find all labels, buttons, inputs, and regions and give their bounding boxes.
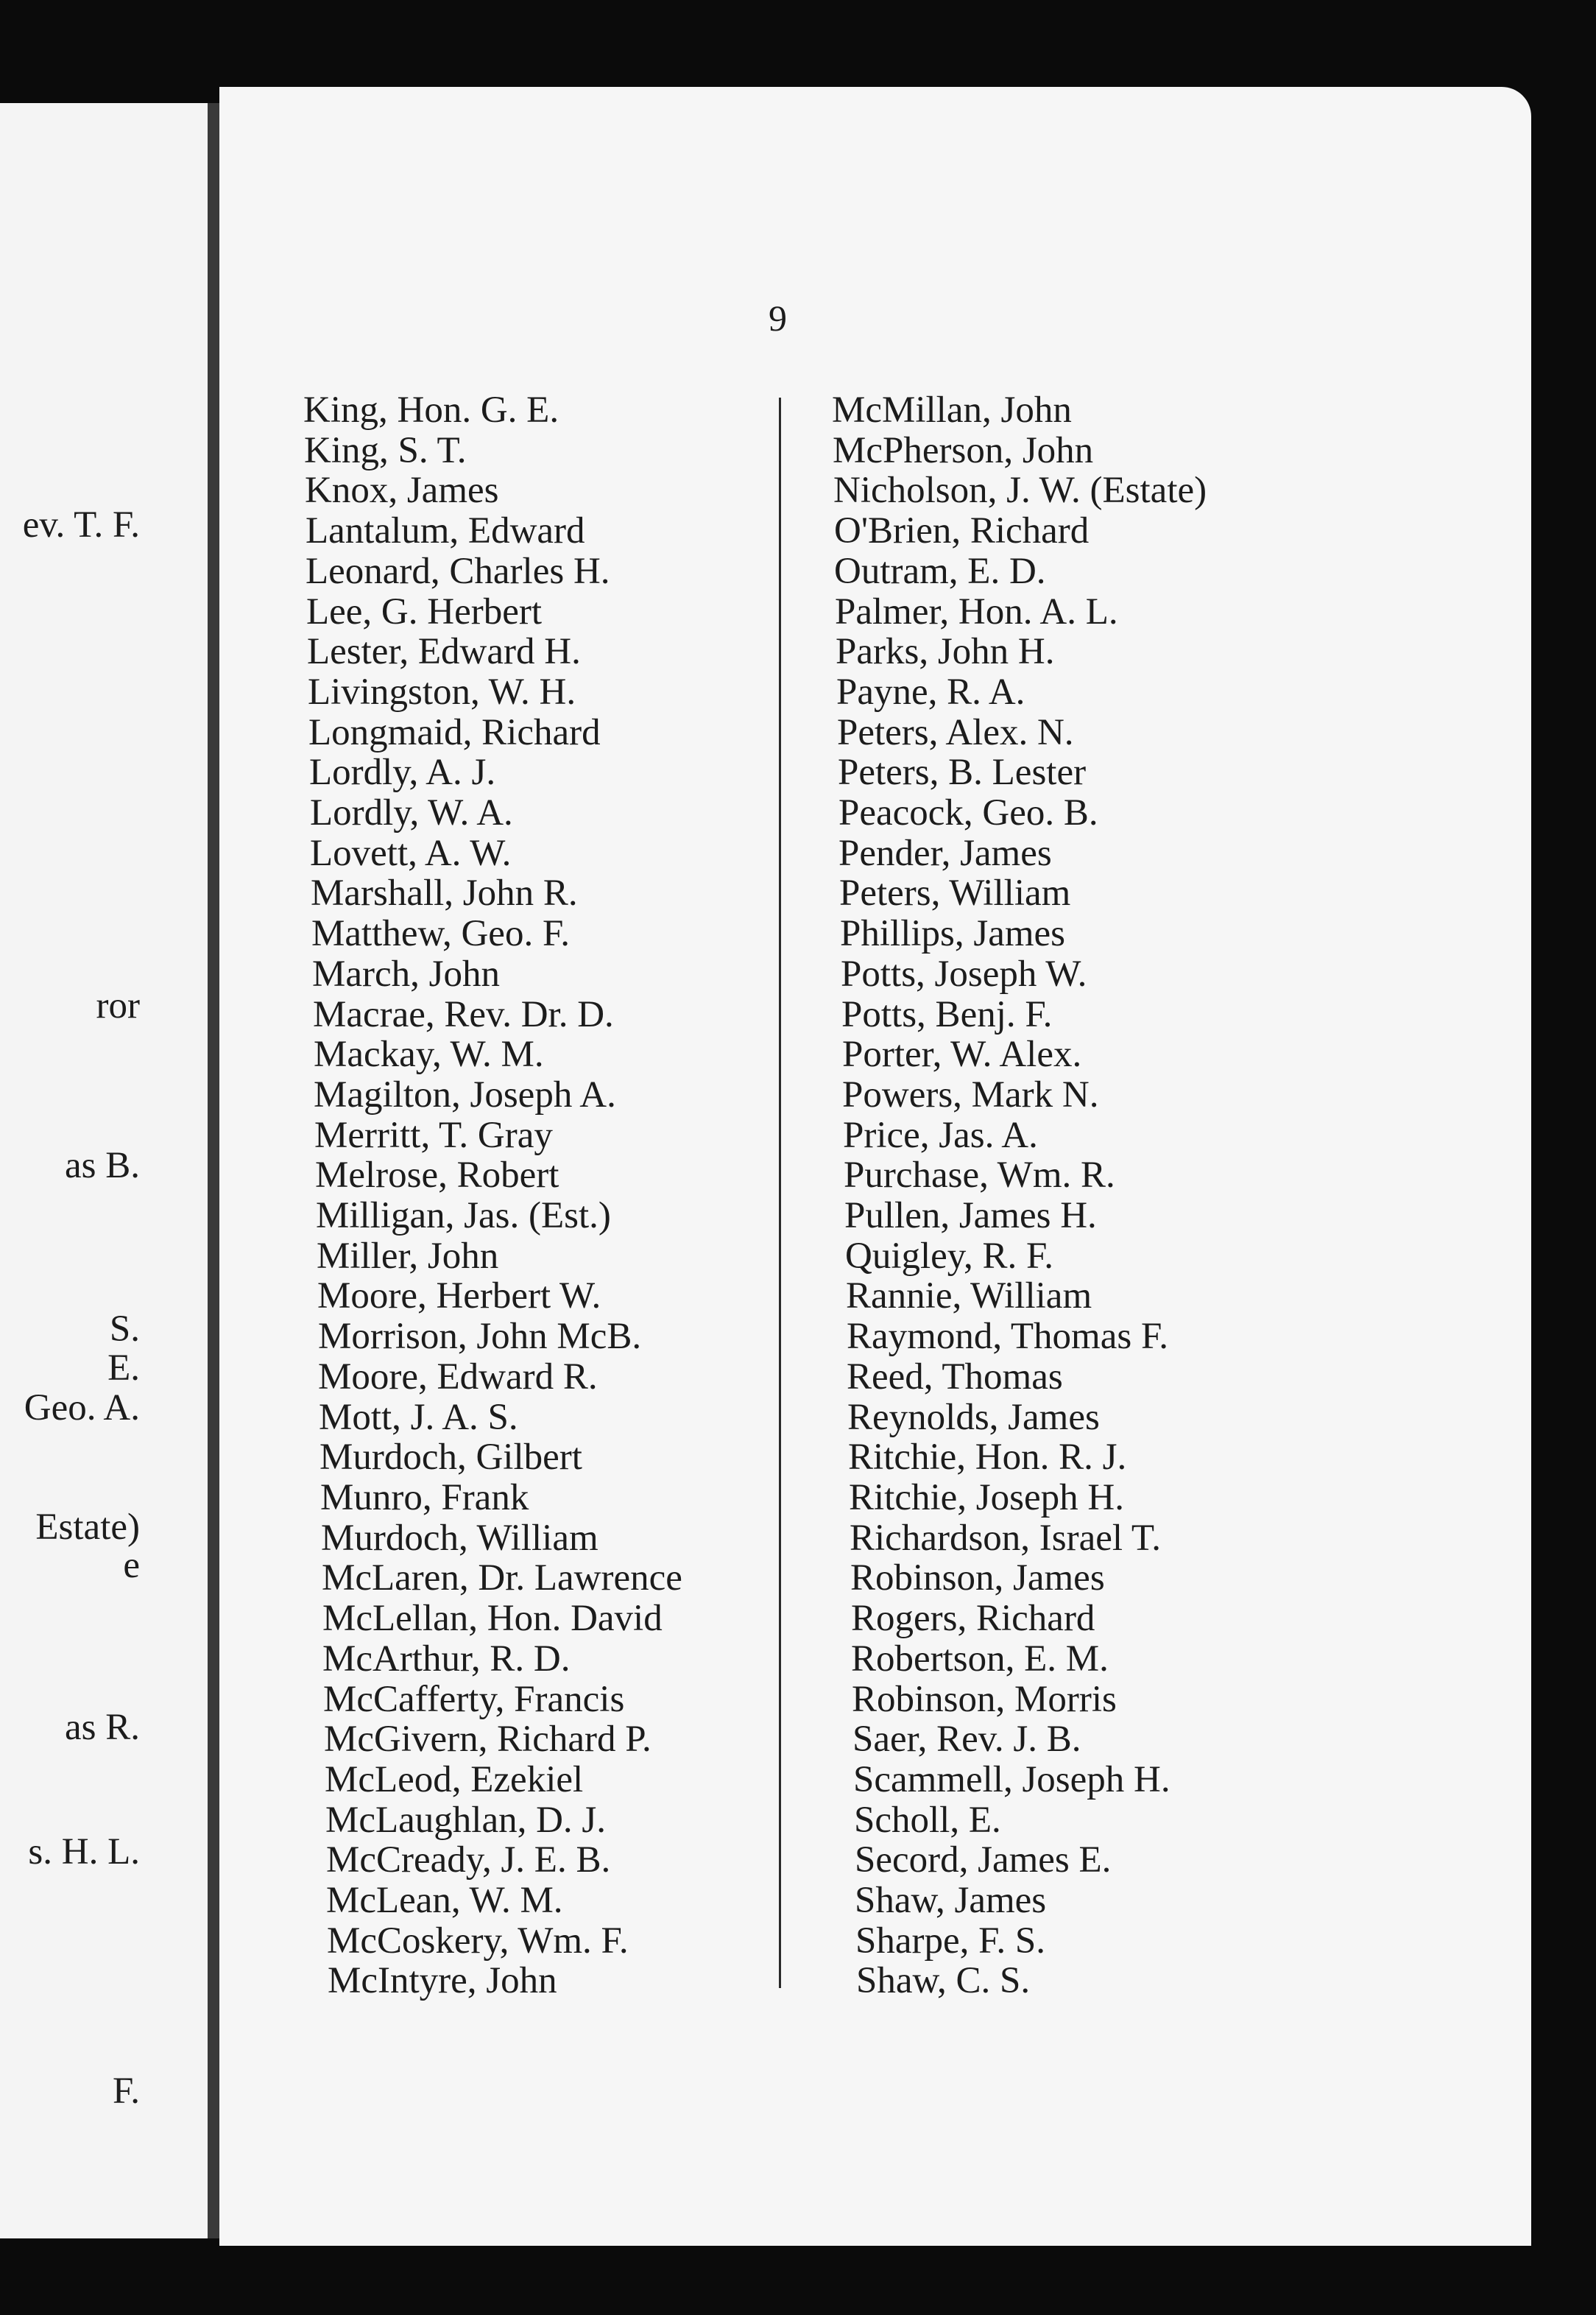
list-item: McLellan, Hon. David: [322, 1598, 663, 1640]
list-item: McArthur, R. D.: [322, 1638, 571, 1680]
list-item: Shaw, C. S.: [856, 1960, 1031, 2002]
list-item: Outram, E. D.: [834, 550, 1046, 592]
list-item: Reed, Thomas: [847, 1356, 1063, 1398]
list-item: Phillips, James: [840, 913, 1066, 955]
list-item: Mackay, W. M.: [314, 1034, 544, 1076]
fragment-line: E.: [107, 1347, 140, 1389]
list-item: Lantalum, Edward: [306, 510, 585, 552]
list-item: Nicholson, J. W. (Estate): [833, 470, 1207, 512]
list-item: March, John: [312, 953, 500, 995]
list-item: Longmaid, Richard: [308, 711, 601, 753]
list-item: Mott, J. A. S.: [319, 1396, 518, 1438]
list-item: McMillan, John: [832, 390, 1072, 431]
list-item: Murdoch, Gilbert: [319, 1437, 582, 1479]
list-item: Sharpe, F. S.: [855, 1920, 1046, 1962]
fragment-line: e: [123, 1545, 140, 1586]
fragment-line: F.: [112, 2071, 140, 2112]
fragment-line: Estate): [35, 1507, 140, 1548]
list-item: Raymond, Thomas F.: [847, 1316, 1168, 1358]
list-item: Robinson, James: [850, 1557, 1105, 1599]
list-item: Pender, James: [838, 832, 1052, 874]
list-item: McCready, J. E. B.: [326, 1839, 611, 1881]
list-item: Payne, R. A.: [836, 671, 1025, 713]
fragment-line: as R.: [65, 1707, 140, 1748]
list-item: Moore, Edward R.: [318, 1356, 598, 1398]
list-item: Melrose, Robert: [315, 1155, 559, 1197]
list-item: Potts, Joseph W.: [841, 953, 1087, 995]
list-item: Lordly, A. J.: [309, 752, 496, 794]
previous-page: [0, 103, 208, 2238]
list-item: Richardson, Israel T.: [850, 1517, 1161, 1559]
list-item: McGivern, Richard P.: [324, 1719, 652, 1761]
list-item: Secord, James E.: [855, 1839, 1112, 1881]
list-item: Reynolds, James: [847, 1396, 1100, 1438]
list-item: Livingston, W. H.: [308, 671, 576, 713]
list-item: King, S. T.: [304, 429, 467, 471]
list-item: Murdoch, William: [321, 1517, 598, 1559]
list-item: Rogers, Richard: [851, 1598, 1095, 1640]
fragment-line: s. H. L.: [28, 1831, 140, 1872]
list-item: Munro, Frank: [320, 1476, 529, 1518]
fragment-line: ror: [96, 985, 140, 1026]
book-gutter: [208, 103, 219, 2238]
list-item: Parks, John H.: [836, 631, 1055, 673]
list-item: Rannie, William: [846, 1275, 1092, 1317]
list-item: McPherson, John: [833, 429, 1094, 471]
list-item: Milligan, Jas. (Est.): [316, 1195, 611, 1237]
fragment-line: Geo. A.: [24, 1387, 140, 1428]
list-item: Lovett, A. W.: [310, 832, 512, 874]
name-list-left: [303, 390, 682, 2001]
previous-page-fragments: [0, 103, 208, 2238]
list-item: Magilton, Joseph A.: [314, 1074, 616, 1116]
fragment-line: S.: [109, 1308, 140, 1350]
list-item: Ritchie, Hon. R. J.: [848, 1437, 1127, 1479]
list-item: McCafferty, Francis: [323, 1678, 625, 1720]
list-item: Robinson, Morris: [852, 1678, 1117, 1720]
fragment-line: ev. T. F.: [22, 504, 140, 546]
list-item: Pullen, James H.: [844, 1195, 1097, 1237]
list-item: Ritchie, Joseph H.: [849, 1476, 1124, 1518]
list-item: McCoskery, Wm. F.: [327, 1920, 629, 1962]
list-item: McLaren, Dr. Lawrence: [322, 1557, 682, 1599]
list-item: Palmer, Hon. A. L.: [835, 591, 1118, 633]
list-item: Moore, Herbert W.: [317, 1275, 601, 1317]
list-item: Robertson, E. M.: [851, 1638, 1109, 1680]
page-number: 9: [769, 297, 787, 339]
list-item: Scholl, E.: [854, 1799, 1001, 1841]
list-item: McLeod, Ezekiel: [325, 1758, 584, 1800]
list-item: Morrison, John McB.: [318, 1316, 642, 1358]
name-list-right: [832, 390, 1207, 2001]
column-divider: [779, 398, 781, 1988]
fragment-line: as B.: [65, 1145, 140, 1186]
list-item: Macrae, Rev. Dr. D.: [313, 993, 614, 1035]
list-item: O'Brien, Richard: [834, 510, 1090, 552]
list-item: Matthew, Geo. F.: [311, 913, 570, 955]
list-item: Powers, Mark N.: [842, 1074, 1099, 1116]
list-item: Marshall, John R.: [311, 873, 578, 915]
list-item: Scammell, Joseph H.: [853, 1758, 1170, 1800]
list-item: Merritt, T. Gray: [314, 1114, 553, 1156]
list-item: McLean, W. M.: [326, 1880, 563, 1922]
list-item: Price, Jas. A.: [843, 1114, 1038, 1156]
list-item: Shaw, James: [855, 1880, 1047, 1922]
list-item: McIntyre, John: [328, 1960, 557, 2002]
list-item: McLaughlan, D. J.: [325, 1799, 607, 1841]
list-item: Miller, John: [317, 1235, 499, 1277]
list-item: King, Hon. G. E.: [303, 390, 559, 431]
list-item: Porter, W. Alex.: [842, 1034, 1082, 1076]
list-item: Lester, Edward H.: [307, 631, 581, 673]
list-item: Peters, B. Lester: [838, 752, 1087, 794]
list-item: Knox, James: [305, 470, 499, 512]
list-item: Saer, Rev. J. B.: [852, 1719, 1081, 1761]
list-item: Peacock, Geo. B.: [838, 792, 1098, 834]
list-item: Lee, G. Herbert: [306, 591, 542, 633]
list-item: Leonard, Charles H.: [306, 550, 610, 592]
list-item: Peters, William: [839, 873, 1071, 915]
list-item: Lordly, W. A.: [310, 792, 513, 834]
list-item: Peters, Alex. N.: [837, 711, 1074, 753]
list-item: Purchase, Wm. R.: [844, 1155, 1115, 1197]
list-item: Quigley, R. F.: [845, 1235, 1054, 1277]
list-item: Potts, Benj. F.: [841, 993, 1053, 1035]
